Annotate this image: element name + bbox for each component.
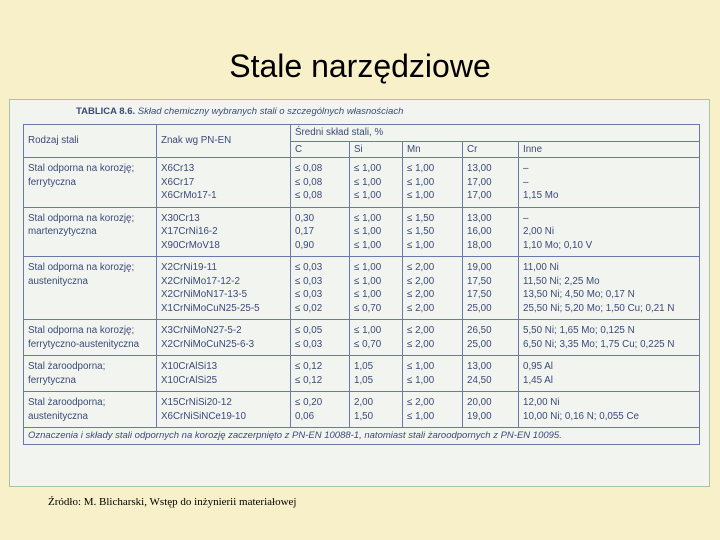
c-content-line: 0,17 — [295, 226, 315, 237]
header-other: Inne — [519, 141, 700, 158]
steel-type-line: Stal odporna na korozję; — [28, 262, 135, 273]
other-elements-line: – — [523, 176, 529, 188]
si-content-line: ≤ 1,00 — [354, 212, 382, 224]
steel-type-line: Stal żaroodporna; — [28, 397, 106, 408]
pn-en-mark-line: X90CrMoV18 — [161, 239, 220, 251]
c-content-cell — [291, 392, 350, 428]
c-content-line: ≤ 0,12 — [295, 361, 323, 372]
slide-title: Stale narzędziowe — [229, 48, 491, 84]
si-content-line: ≤ 1,00 — [354, 289, 382, 300]
steel-type-line: Stal odporna na korozję; — [28, 325, 135, 336]
other-elements-line: 0,95 Al — [523, 361, 553, 372]
mn-content-line: ≤ 1,00 — [407, 176, 435, 188]
other-elements-line: – — [523, 212, 529, 224]
other-elements-cell — [519, 356, 700, 392]
other-elements-line: 2,00 Ni — [523, 226, 555, 237]
other-elements-line: 1,45 Al — [523, 374, 553, 386]
si-content-line: ≤ 1,00 — [354, 325, 382, 336]
si-content-line: ≤ 1,00 — [354, 190, 382, 201]
c-content-line: 0,06 — [295, 410, 315, 422]
c-content-line: ≤ 0,12 — [295, 374, 323, 386]
cr-content-cell — [463, 158, 519, 208]
c-content-line: ≤ 0,02 — [295, 302, 323, 314]
pn-en-mark-line: X2CrNi19-11 — [161, 262, 217, 273]
table-caption-text: Skład chemiczny wybranych stali o szczególnych własnościach — [135, 106, 404, 117]
mn-content-line: ≤ 2,00 — [407, 275, 435, 287]
other-elements-line: 1,15 Mo — [523, 190, 559, 201]
table-row — [24, 257, 700, 320]
si-content-line: 2,00 — [354, 397, 374, 408]
steel-type-cell — [24, 356, 157, 392]
c-content-cell — [291, 158, 350, 208]
cr-content-cell — [463, 257, 519, 320]
cr-content-line: 13,00 — [467, 163, 492, 174]
si-content-line: ≤ 1,00 — [354, 262, 382, 273]
c-content-cell — [291, 207, 350, 257]
cr-content-line: 13,00 — [467, 361, 492, 372]
pn-en-mark-line: X2CrNiMoN17-13-5 — [161, 289, 248, 300]
table-row — [24, 158, 700, 208]
c-content-line: 0,30 — [295, 212, 315, 224]
other-elements-line: 5,50 Ni; 1,65 Mo; 0,125 N — [523, 325, 635, 336]
mn-content-line: ≤ 2,00 — [407, 338, 435, 350]
cr-content-line: 18,00 — [467, 239, 492, 251]
cr-content-line: 25,00 — [467, 302, 492, 314]
mn-content-line: ≤ 1,00 — [407, 374, 435, 386]
pn-en-mark-line: X6CrNiSiNCe19-10 — [161, 410, 246, 422]
other-elements-cell — [519, 257, 700, 320]
mn-content-line: ≤ 1,00 — [407, 361, 435, 372]
mn-content-line: ≤ 2,00 — [407, 289, 435, 300]
cr-content-line: 13,00 — [467, 212, 492, 224]
pn-en-mark-cell — [157, 356, 291, 392]
si-content-line: ≤ 1,00 — [354, 275, 382, 287]
steel-type-line: austenityczna — [28, 410, 88, 422]
c-content-cell — [291, 356, 350, 392]
si-content-line: ≤ 0,70 — [354, 338, 382, 350]
pn-en-mark-line: X6Cr17 — [161, 176, 195, 188]
cr-content-line: 17,00 — [467, 190, 492, 201]
si-content-cell — [350, 356, 403, 392]
steel-type-cell — [24, 392, 157, 428]
other-elements-line: 11,50 Ni; 2,25 Mo — [523, 275, 600, 287]
other-elements-cell — [519, 320, 700, 356]
mn-content-line: ≤ 2,00 — [407, 302, 435, 314]
header-steel-type: Rodzaj stali — [24, 125, 157, 158]
mn-content-cell — [403, 356, 463, 392]
table-caption-label: TABLICA 8.6. — [76, 106, 136, 117]
mn-content-line: ≤ 1,00 — [407, 190, 435, 201]
cr-content-line: 17,50 — [467, 289, 492, 300]
header-mn: Mn — [403, 141, 463, 158]
c-content-cell — [291, 320, 350, 356]
mn-content-cell — [403, 320, 463, 356]
si-content-line: ≤ 1,00 — [354, 226, 382, 237]
table-caption — [76, 106, 403, 117]
table-row — [24, 207, 700, 257]
steel-type-cell — [24, 158, 157, 208]
mn-content-line: ≤ 2,00 — [407, 262, 435, 273]
si-content-cell — [350, 158, 403, 208]
other-elements-line: 1,10 Mo; 0,10 V — [523, 239, 593, 251]
cr-content-cell — [463, 356, 519, 392]
pn-en-mark-cell — [157, 320, 291, 356]
si-content-cell — [350, 257, 403, 320]
mn-content-line: ≤ 1,00 — [407, 163, 435, 174]
c-content-line: ≤ 0,03 — [295, 289, 323, 300]
si-content-cell — [350, 320, 403, 356]
other-elements-line: 13,50 Ni; 4,50 Mo; 0,17 N — [523, 289, 635, 300]
other-elements-line: 25,50 Ni; 5,20 Mo; 1,50 Cu; 0,21 N — [523, 302, 675, 314]
si-content-cell — [350, 392, 403, 428]
si-content-line: 1,05 — [354, 361, 374, 372]
header-average-composition: Średni skład stali, % — [291, 125, 700, 142]
other-elements-cell — [519, 207, 700, 257]
pn-en-mark-line: X6Cr13 — [161, 163, 195, 174]
si-content-line: 1,50 — [354, 410, 374, 422]
other-elements-line: 11,00 Ni — [523, 262, 559, 273]
c-content-line: ≤ 0,03 — [295, 262, 323, 273]
cr-content-line: 19,00 — [467, 262, 492, 273]
table-row — [24, 356, 700, 392]
steel-type-line: ferrytyczna — [28, 176, 76, 188]
cr-content-line: 20,00 — [467, 397, 492, 408]
other-elements-line: 6,50 Ni; 3,35 Mo; 1,75 Cu; 0,225 N — [523, 338, 675, 350]
cr-content-line: 17,00 — [467, 176, 492, 188]
pn-en-mark-cell — [157, 257, 291, 320]
steel-type-line: Stal odporna na korozję; — [28, 163, 135, 174]
c-content-line: ≤ 0,08 — [295, 176, 323, 188]
steel-type-cell — [24, 257, 157, 320]
si-content-line: ≤ 1,00 — [354, 163, 382, 174]
source-citation: Źródło: M. Blicharski, Wstęp do inżynierii materiałowej — [48, 496, 297, 508]
steel-type-line: austenityczna — [28, 275, 88, 287]
mn-content-line: ≤ 1,00 — [407, 410, 435, 422]
pn-en-mark-line: X10CrAlSi25 — [161, 374, 218, 386]
table-footnote: Oznaczenia i składy stali odpornych na korozję zaczerpnięto z PN-EN 10088-1, natomiast stali żaroodpornych z PN-EN 10095. — [24, 428, 700, 445]
mn-content-cell — [403, 392, 463, 428]
steel-type-line: Stal odporna na korozję; — [28, 212, 135, 224]
pn-en-mark-line: X2CrNiMo17-12-2 — [161, 275, 240, 287]
steel-type-line: ferrytyczno-austenityczna — [28, 338, 140, 350]
steel-type-cell — [24, 320, 157, 356]
si-content-line: ≤ 0,70 — [354, 302, 382, 314]
header-pn-en-mark: Znak wg PN-EN — [157, 125, 291, 158]
cr-content-line: 24,50 — [467, 374, 492, 386]
c-content-cell — [291, 257, 350, 320]
steel-type-line: ferrytyczna — [28, 374, 76, 386]
steel-type-cell — [24, 207, 157, 257]
mn-content-cell — [403, 257, 463, 320]
c-content-line: ≤ 0,08 — [295, 163, 323, 174]
pn-en-mark-line: X2CrNiMoCuN25-6-3 — [161, 338, 255, 350]
cr-content-line: 19,00 — [467, 410, 492, 422]
other-elements-line: 10,00 Ni; 0,16 N; 0,055 Ce — [523, 410, 640, 422]
c-content-line: 0,90 — [295, 239, 315, 251]
cr-content-cell — [463, 320, 519, 356]
steel-composition-table — [23, 124, 700, 445]
pn-en-mark-line: X1CrNiMoCuN25-25-5 — [161, 302, 260, 314]
cr-content-line: 25,00 — [467, 338, 492, 350]
mn-content-cell — [403, 158, 463, 208]
mn-content-line: ≤ 2,00 — [407, 325, 435, 336]
other-elements-line: – — [523, 163, 529, 174]
steel-type-line: Stal żaroodporna; — [28, 361, 106, 372]
header-c: C — [291, 141, 350, 158]
pn-en-mark-cell — [157, 207, 291, 257]
cr-content-line: 26,50 — [467, 325, 492, 336]
pn-en-mark-line: X3CrNiMoN27-5-2 — [161, 325, 242, 336]
header-si: Si — [350, 141, 403, 158]
mn-content-line: ≤ 1,50 — [407, 212, 435, 224]
c-content-line: ≤ 0,03 — [295, 338, 323, 350]
other-elements-line: 12,00 Ni — [523, 397, 560, 408]
pn-en-mark-line: X30Cr13 — [161, 212, 200, 224]
si-content-cell — [350, 207, 403, 257]
c-content-line: ≤ 0,20 — [295, 397, 323, 408]
other-elements-cell — [519, 392, 700, 428]
cr-content-line: 17,50 — [467, 275, 492, 287]
c-content-line: ≤ 0,03 — [295, 275, 323, 287]
pn-en-mark-cell — [157, 392, 291, 428]
pn-en-mark-line: X10CrAlSi13 — [161, 361, 218, 372]
c-content-line: ≤ 0,05 — [295, 325, 323, 336]
cr-content-cell — [463, 392, 519, 428]
mn-content-line: ≤ 2,00 — [407, 397, 435, 408]
other-elements-cell — [519, 158, 700, 208]
pn-en-mark-cell — [157, 158, 291, 208]
pn-en-mark-line: X6CrMo17-1 — [161, 190, 217, 201]
mn-content-line: ≤ 1,50 — [407, 226, 435, 237]
pn-en-mark-line: X15CrNiSi20-12 — [161, 397, 232, 408]
cr-content-cell — [463, 207, 519, 257]
mn-content-line: ≤ 1,00 — [407, 239, 435, 251]
si-content-line: ≤ 1,00 — [354, 176, 382, 188]
si-content-line: 1,05 — [354, 374, 374, 386]
c-content-line: ≤ 0,08 — [295, 190, 323, 201]
cr-content-line: 16,00 — [467, 226, 492, 237]
header-cr: Cr — [463, 141, 519, 158]
steel-type-line: martenzytyczna — [28, 226, 97, 237]
table-row — [24, 392, 700, 428]
pn-en-mark-line: X17CrNi16-2 — [161, 226, 218, 237]
si-content-line: ≤ 1,00 — [354, 239, 382, 251]
mn-content-cell — [403, 207, 463, 257]
table-row — [24, 320, 700, 356]
